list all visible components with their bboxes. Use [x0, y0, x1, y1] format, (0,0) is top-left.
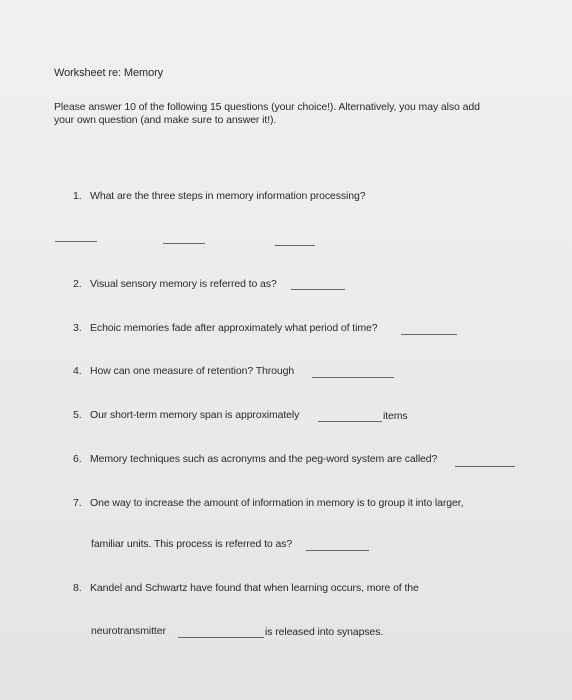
question-4	[73, 365, 294, 377]
question-text: How can one measure of retention? Through	[90, 365, 295, 377]
answer-blank-8[interactable]	[178, 637, 264, 638]
question-1	[73, 190, 366, 202]
answer-blank-7[interactable]	[306, 550, 369, 551]
question-text: Kandel and Schwartz have found that when learning occurs, more of the	[90, 582, 419, 594]
question-number: 1.	[73, 190, 82, 202]
answer-blank-5[interactable]	[318, 421, 382, 422]
question-text: Our short-term memory span is approximately	[90, 409, 300, 421]
question-5	[73, 409, 299, 421]
question-number: 7.	[73, 497, 82, 509]
question-7	[73, 497, 463, 509]
question-text: Echoic memories fade after approximately what period of time?	[90, 322, 378, 334]
intro-line-2: your own question (and make sure to answer it!).	[54, 114, 277, 126]
question-number: 4.	[73, 365, 82, 377]
answer-blank-1b[interactable]	[163, 243, 205, 244]
question-2	[73, 278, 277, 290]
question-7-line-2: familiar units. This process is referred to as?	[91, 538, 293, 550]
question-6	[73, 453, 437, 465]
question-text: One way to increase the amount of information in memory is to group it into larger,	[90, 497, 464, 509]
question-text: What are the three steps in memory information processing?	[90, 190, 366, 202]
question-number: 3.	[73, 322, 82, 334]
intro-line-1: Please answer 10 of the following 15 questions (your choice!). Alternatively, you may also add	[54, 101, 480, 113]
question-number: 8.	[73, 582, 82, 594]
question-text: Visual sensory memory is referred to as?	[90, 278, 277, 290]
answer-blank-4[interactable]	[312, 377, 394, 378]
question-text: Memory techniques such as acronyms and the peg-word system are called?	[90, 453, 438, 465]
answer-blank-3[interactable]	[401, 334, 457, 335]
answer-blank-1c[interactable]	[275, 245, 315, 246]
question-8	[73, 582, 419, 594]
question-8-line-2a: neurotransmitter	[91, 625, 166, 637]
answer-blank-1a[interactable]	[55, 241, 97, 242]
question-number: 6.	[73, 453, 82, 465]
question-8-line-2b: is released into synapses.	[265, 626, 384, 638]
question-3	[73, 322, 377, 334]
question-number: 5.	[73, 409, 82, 421]
answer-blank-2[interactable]	[291, 289, 345, 290]
answer-blank-6[interactable]	[455, 466, 515, 467]
worksheet-title: Worksheet re: Memory	[54, 67, 164, 79]
question-5-suffix: items	[383, 410, 408, 422]
question-number: 2.	[73, 278, 82, 290]
